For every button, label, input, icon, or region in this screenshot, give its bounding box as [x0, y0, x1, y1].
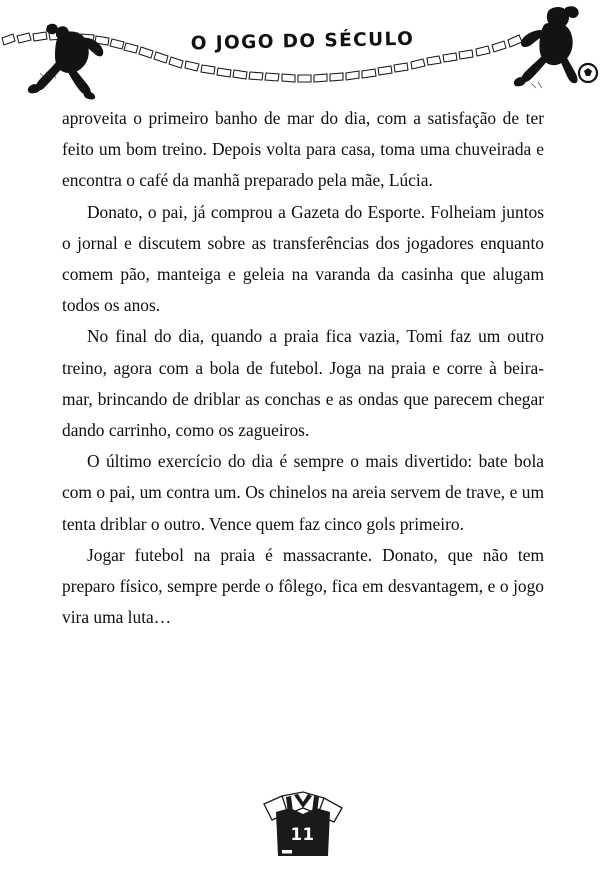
paragraph: O último exercício do dia é sempre o mais divertido: bate bola com o pai, um contra um. Os chinelos na areia servem de trave, e um tenta driblar o outro. Vence quem faz cinco gols primeiro. — [62, 451, 544, 534]
page-number: 11 — [290, 825, 315, 844]
page-footer — [0, 788, 605, 860]
soccer-jersey-icon — [260, 788, 346, 860]
chapter-title: O JOGO DO SÉCULO — [190, 28, 415, 55]
paragraph: No final do dia, quando a praia fica vazia, Tomi faz um outro treino, agora com a bola de futebol. Joga na praia e corre à beira-mar, brincando de driblar as conchas e as ondas que parecem chegar dando carrinho, como os zagueiros. — [62, 326, 544, 441]
body-text-block — [62, 103, 544, 633]
page-number-ornament — [260, 788, 346, 860]
paragraph: Jogar futebol na praia é massacrante. Donato, que não tem preparo físico, sempre perde o fôlego, fica em desvantagem, e o jogo vira uma luta… — [62, 544, 544, 628]
page-header — [0, 0, 605, 100]
paragraph: Donato, o pai, já comprou a Gazeta do Esporte. Folheiam juntos o jornal e discutem sobre as transferências dos jogadores enquanto comem pão, manteiga e geleia na varanda da casinha que alugam todos os anos. — [62, 201, 544, 316]
paragraph: aproveita o primeiro banho de mar do dia, com a satisfação de ter feito um bom treino. Depois volta para casa, toma uma chuveirada e encontra o café da manhã preparado pela mãe, Lúcia. — [62, 108, 544, 191]
